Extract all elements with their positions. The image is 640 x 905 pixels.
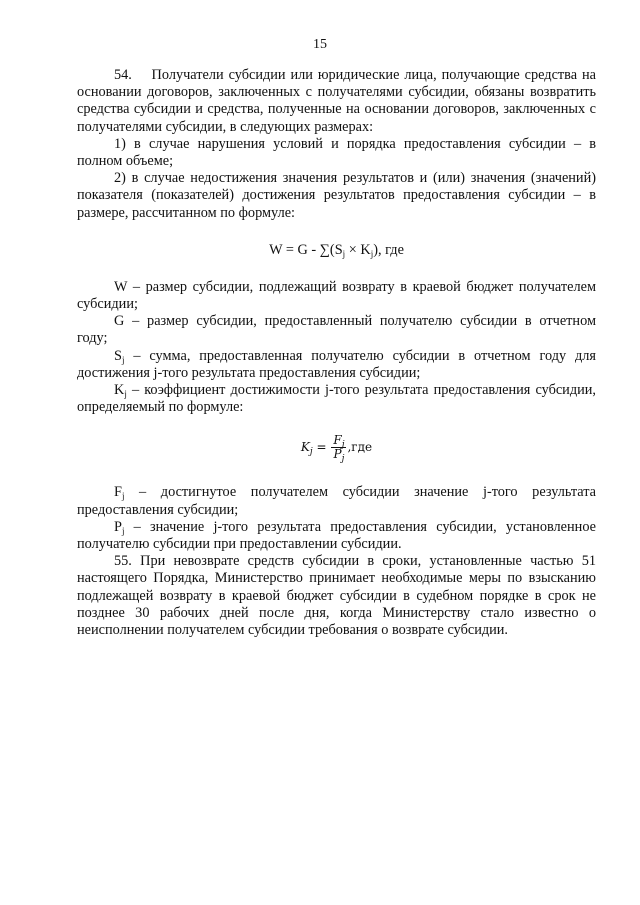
list-item-1: 1) в случае нарушения условий и порядка предоставления субсидии – в полном объеме; xyxy=(77,135,596,170)
list-item-2: 2) в случае недостижения значения результатов и (или) значения (значений) показателя (показателей) достижения результатов предоставления субсидии – в размере, рассчитанном по формуле: xyxy=(77,170,596,221)
document-body xyxy=(77,67,596,639)
symbol-subscript: j xyxy=(121,525,125,536)
paragraph-54: 54. Получатели субсидии или юридические лица, получающие средства на основании договоров, заключенных с получателями субсидии, обязаны возвратить средства субсидии и средства, полученные на основании договоров, заключенных с получателями субсидии, в следующих размерах: xyxy=(77,67,596,135)
definition-text: – значение j-того результата предоставления субсидии, установленное получателю субсидии при предоставлении субсидии. xyxy=(77,518,596,553)
symbol-subscript: j xyxy=(121,491,125,502)
denominator-subscript: j xyxy=(341,454,345,465)
symbol: K xyxy=(114,382,125,399)
paragraph-55: 55. При невозврате средств субсидии в сроки, установленные частью 51 настоящего Порядка, Министерство принимает необходимые меры по взысканию подлежащей возврату в краевой бюджет субсидии в судебном порядке в срок не позднее 30 рабочих дней после дня, когда Министерству стало известно о неисполнении получателем субсидии требования о возврате субсидии. xyxy=(77,553,596,639)
symbol: S xyxy=(114,347,122,364)
definition-text: – достигнутое получателем субсидии значение j-того результата предоставления субсидии; xyxy=(77,484,596,518)
formula-subscript: j xyxy=(370,248,374,259)
fraction-denominator xyxy=(331,447,346,465)
definition-w: W – размер субсидии, подлежащий возврату в краевой бюджет получателем субсидии; xyxy=(77,278,596,313)
numerator-symbol: F xyxy=(333,433,342,448)
definition-text: – сумма, предоставленная получателю субсидии в отчетном году для достижения j-того результата предоставления субсидии; xyxy=(77,347,596,381)
formula-part: × K xyxy=(345,241,371,258)
formula-return-amount xyxy=(77,242,596,259)
fraction-numerator xyxy=(331,433,346,451)
formula-part: ), где xyxy=(373,241,404,258)
numerator-subscript: j xyxy=(341,440,345,451)
formula-part: W = G - ∑(S xyxy=(269,241,343,258)
definition-k xyxy=(77,382,596,416)
formula-part: = xyxy=(312,440,331,455)
definition-g: G – размер субсидии, предоставленный получателю субсидии в отчетном году; xyxy=(77,313,596,347)
formula-subscript: j xyxy=(309,447,313,458)
formula-achievement-coefficient xyxy=(77,433,596,465)
definition-p xyxy=(77,519,596,553)
symbol: P xyxy=(114,518,122,535)
symbol: F xyxy=(114,484,122,501)
page-number: 15 xyxy=(313,37,327,52)
denominator-symbol: P xyxy=(333,447,342,462)
formula-subscript: j xyxy=(342,248,346,259)
definition-text: – коэффициент достижимости j-того результата предоставления субсидии, определяемый по формуле: xyxy=(77,382,596,416)
symbol-subscript: j xyxy=(124,389,127,400)
fraction xyxy=(331,433,346,465)
formula-part: ,где xyxy=(347,440,373,455)
formula-part: K xyxy=(300,440,310,455)
symbol-subscript: j xyxy=(121,354,125,365)
definition-s xyxy=(77,348,596,382)
definition-f xyxy=(77,484,596,518)
